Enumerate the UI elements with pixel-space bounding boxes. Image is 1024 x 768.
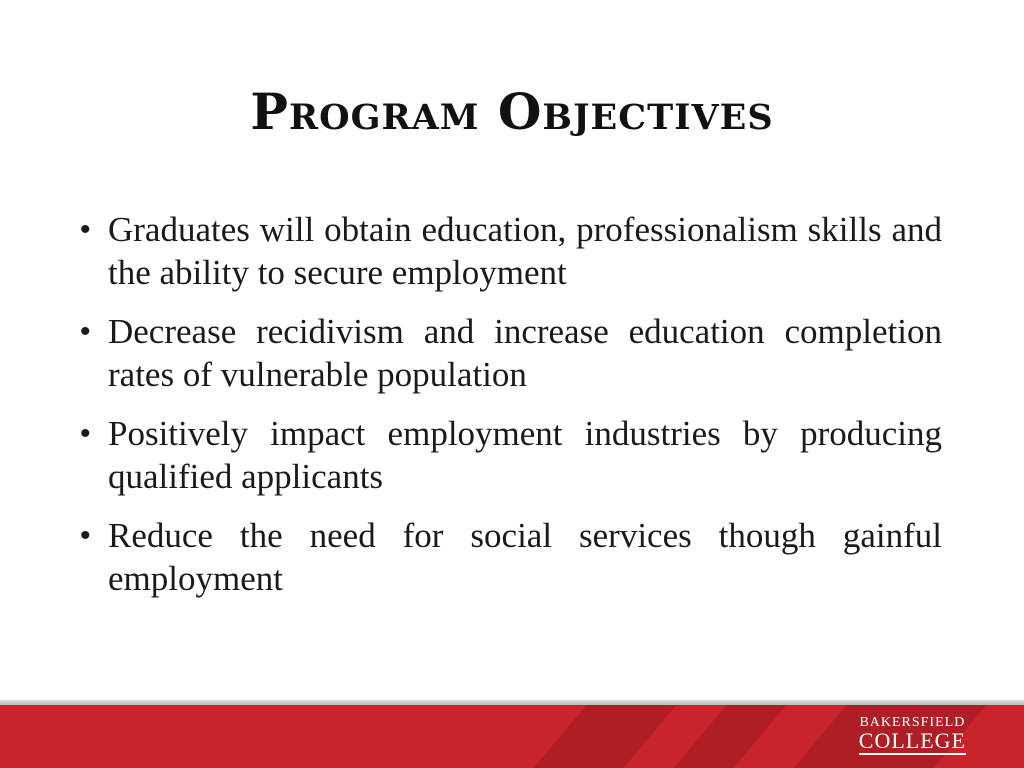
college-logo (859, 716, 966, 755)
bullet-text: Decrease recidivism and increase education completion rates of vulnerable population (108, 312, 942, 394)
footer-stripe (674, 705, 787, 768)
logo-line-1: BAKERSFIELD (859, 715, 966, 730)
bullet-text: Positively impact employment industries by producing qualified applicants (108, 414, 942, 496)
footer-stripe (534, 705, 677, 768)
bullet-text: Graduates will obtain education, professionalism skills and the ability to secure employment (108, 210, 942, 292)
bullet-icon: • (80, 417, 91, 450)
bullet-icon: • (80, 519, 91, 552)
bullet-item (80, 208, 942, 294)
bullet-item (80, 412, 942, 498)
logo-line-2: COLLEGE (858, 728, 966, 753)
slide-title: Program Objectives (250, 82, 774, 141)
bullet-text: Reduce the need for social services though gainful employment (108, 516, 942, 598)
bullet-item (80, 514, 942, 600)
bullet-item (80, 310, 942, 396)
bullet-icon: • (80, 315, 91, 348)
bullet-list (80, 208, 942, 616)
bullet-icon: • (80, 213, 91, 246)
